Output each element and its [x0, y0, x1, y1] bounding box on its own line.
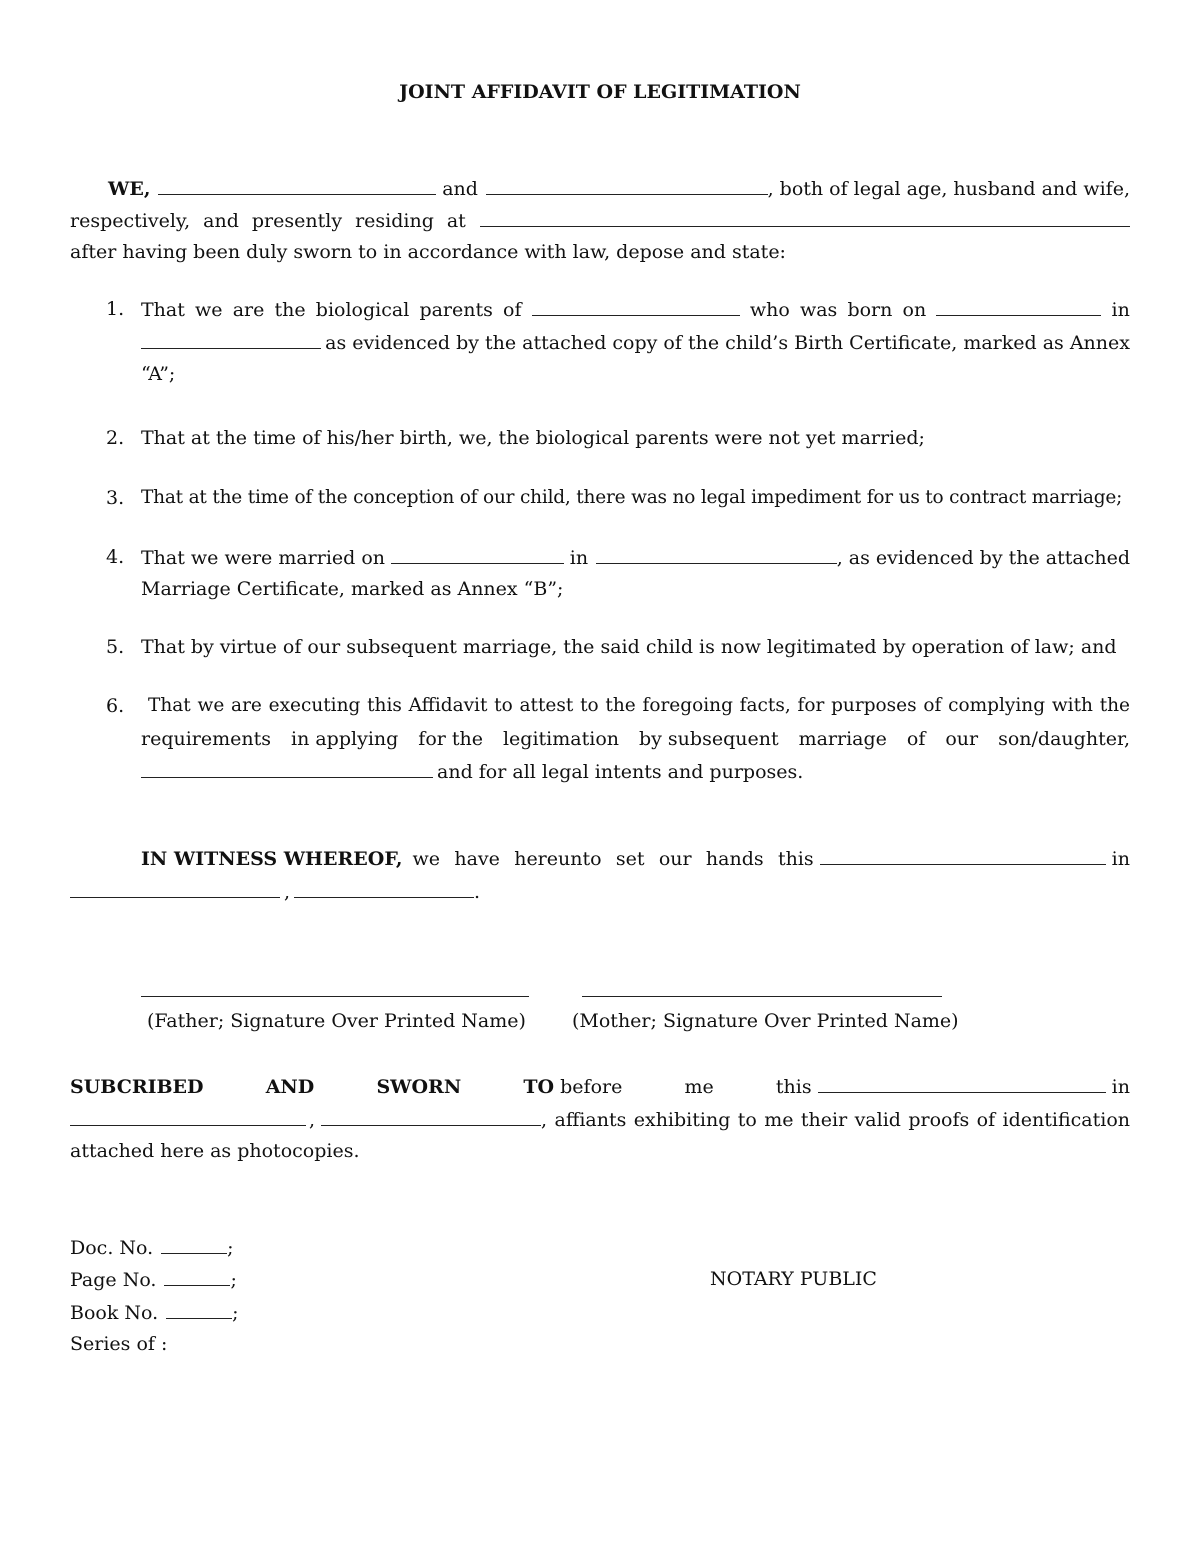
intro-line-2: [70, 208, 1130, 233]
item-4-text-a: That we were married on: [141, 547, 386, 569]
intro-and2: and: [203, 210, 239, 232]
witness-period: .: [474, 881, 481, 903]
jurat-affiants: , affiants exhibiting to me their valid proofs of identification: [541, 1109, 1130, 1131]
witness-word: we: [412, 848, 441, 870]
mother-signature-label: (Mother; Signature Over Printed Name): [572, 1010, 959, 1032]
jurat-line-1: [70, 1074, 1130, 1099]
jurat-line-3: attached here as photocopies.: [70, 1140, 360, 1162]
jurat-word: me: [684, 1076, 714, 1098]
witness-word: this: [777, 848, 814, 870]
jurat-line-2: [70, 1107, 1130, 1132]
item-2-number: 2.: [106, 427, 125, 449]
item-1-line-2-text: as evidenced by the attached copy of the child’s Birth Certificate, marked as Annex: [325, 332, 1130, 354]
witness-word: set: [615, 848, 645, 870]
item-4-line-1: [141, 545, 1130, 570]
wife-name-blank[interactable]: [486, 176, 768, 195]
intro-at: at: [446, 210, 466, 232]
father-signature-label: (Father; Signature Over Printed Name): [147, 1010, 526, 1032]
item-1-line-2: [141, 330, 1130, 355]
item-6-word: for the: [418, 728, 483, 750]
jurat-place-blank[interactable]: [70, 1107, 306, 1126]
doc-no-row: [70, 1235, 234, 1260]
item-1-word: parents: [419, 299, 493, 321]
item-6-line-1: That we are executing this Affidavit to attest to the foregoing facts, for purposes of complying with the: [148, 695, 1130, 716]
jurat-date-blank[interactable]: [818, 1074, 1106, 1093]
witness-word: have: [454, 848, 500, 870]
witness-word: hands: [705, 848, 764, 870]
doc-no-blank[interactable]: [161, 1235, 227, 1254]
item-3-number: 3.: [106, 487, 125, 509]
intro-both: , both of legal age, husband and wife,: [767, 178, 1130, 200]
item-1-line-3: “A”;: [141, 363, 176, 385]
father-signature-line[interactable]: [141, 996, 529, 997]
series-of-label: Series of :: [70, 1333, 168, 1355]
doc-no-label: Doc. No.: [70, 1237, 154, 1259]
witness-comma: ,: [284, 881, 291, 903]
birth-place-blank[interactable]: [141, 330, 321, 349]
item-6-word: by subsequent: [638, 728, 779, 750]
jurat-word: before: [560, 1076, 623, 1098]
item-6-line-3-text: and for all legal intents and purposes.: [437, 761, 804, 783]
item-4-text-c: , as evidenced by the attached: [836, 547, 1130, 569]
jurat-in: in: [1111, 1076, 1130, 1098]
child-name-blank-2[interactable]: [141, 759, 433, 778]
item-1-word: who: [749, 299, 790, 321]
witness-words: [413, 847, 814, 871]
jurat-word: SWORN: [376, 1076, 462, 1098]
jurat-year-blank[interactable]: [321, 1107, 541, 1126]
intro-respectively: respectively,: [70, 210, 191, 232]
jurat-word: TO: [523, 1076, 555, 1098]
witness-place-blank[interactable]: [70, 879, 280, 898]
item-6-line-2: [141, 727, 1130, 751]
item-6-word: marriage: [798, 728, 887, 750]
intro-line-1: [108, 176, 1130, 201]
jurat-word: SUBCRIBED: [70, 1076, 204, 1098]
item-2-text: That at the time of his/her birth, we, the biological parents were not yet married;: [141, 427, 925, 449]
item-5-number: 5.: [106, 636, 125, 658]
witness-heading: IN WITNESS WHEREOF,: [141, 848, 403, 870]
item-1-word: are: [232, 299, 265, 321]
page-no-blank[interactable]: [164, 1267, 230, 1286]
item-1-word: the: [274, 299, 306, 321]
intro-we: WE,: [108, 178, 151, 200]
item-3-text: That at the time of the conception of our child, there was no legal impediment for us to contract marriage;: [141, 487, 1123, 508]
item-6-word: son/daughter,: [998, 728, 1130, 750]
item-1-word: biological: [315, 299, 410, 321]
witness-word: hereunto: [514, 848, 602, 870]
book-no-row: [70, 1300, 239, 1325]
notary-public-label: NOTARY PUBLIC: [710, 1268, 877, 1290]
book-no-blank[interactable]: [166, 1300, 232, 1319]
residence-blank[interactable]: [480, 208, 1130, 227]
jurat-word: this: [775, 1076, 812, 1098]
item-6-word: in applying: [291, 728, 399, 750]
intro-presently: presently: [251, 210, 343, 232]
witness-word: our: [658, 848, 692, 870]
page-no-label: Page No.: [70, 1269, 157, 1291]
item-6-word: our: [945, 728, 979, 750]
item-4-line-2: Marriage Certificate, marked as Annex “B”;: [141, 578, 564, 600]
witness-line-2: [70, 879, 480, 904]
item-1-word: was: [799, 299, 838, 321]
item-1-word: That: [141, 299, 185, 321]
item-6-line-3: [141, 759, 803, 784]
jurat-word: AND: [265, 1076, 315, 1098]
husband-name-blank[interactable]: [158, 176, 436, 195]
intro-and: and: [442, 178, 478, 200]
item-6-word: of: [906, 728, 926, 750]
item-1-word: born: [847, 299, 893, 321]
jurat-to-before: [523, 1075, 622, 1099]
birth-date-blank[interactable]: [936, 297, 1101, 316]
book-no-semicolon: ;: [232, 1302, 239, 1324]
item-1-word: in: [1111, 299, 1130, 321]
mother-signature-line[interactable]: [582, 996, 942, 997]
marriage-place-blank[interactable]: [596, 545, 837, 564]
item-4-text-b: in: [569, 547, 589, 569]
item-1-line-1: [141, 297, 1130, 322]
item-1-word: on: [902, 299, 927, 321]
item-6-word: legitimation: [502, 728, 619, 750]
document-title: JOINT AFFIDAVIT OF LEGITIMATION: [399, 81, 801, 103]
child-name-blank[interactable]: [532, 297, 740, 316]
witness-in: in: [1111, 848, 1130, 870]
item-5-text: That by virtue of our subsequent marriage, the said child is now legitimated by operation of law; and: [141, 636, 1117, 658]
item-6-number: 6.: [106, 695, 125, 717]
book-no-label: Book No.: [70, 1302, 159, 1324]
intro-line-3: after having been duly sworn to in accordance with law, depose and state:: [70, 241, 786, 263]
witness-date-blank[interactable]: [820, 846, 1106, 865]
page-no-row: [70, 1267, 237, 1292]
witness-line-1: [141, 846, 1130, 871]
jurat-comma: ,: [309, 1109, 316, 1131]
page-no-semicolon: ;: [230, 1269, 237, 1291]
witness-year-blank[interactable]: [294, 879, 474, 898]
intro-residing: residing: [355, 210, 434, 232]
item-1-word: we: [195, 299, 223, 321]
jurat-words: [70, 1075, 812, 1099]
item-4-number: 4.: [106, 546, 125, 568]
item-1-number: 1.: [106, 298, 125, 320]
item-1-word: of: [503, 299, 522, 321]
item-6-word: requirements: [141, 728, 272, 750]
marriage-date-blank[interactable]: [391, 545, 564, 564]
doc-no-semicolon: ;: [227, 1237, 234, 1259]
